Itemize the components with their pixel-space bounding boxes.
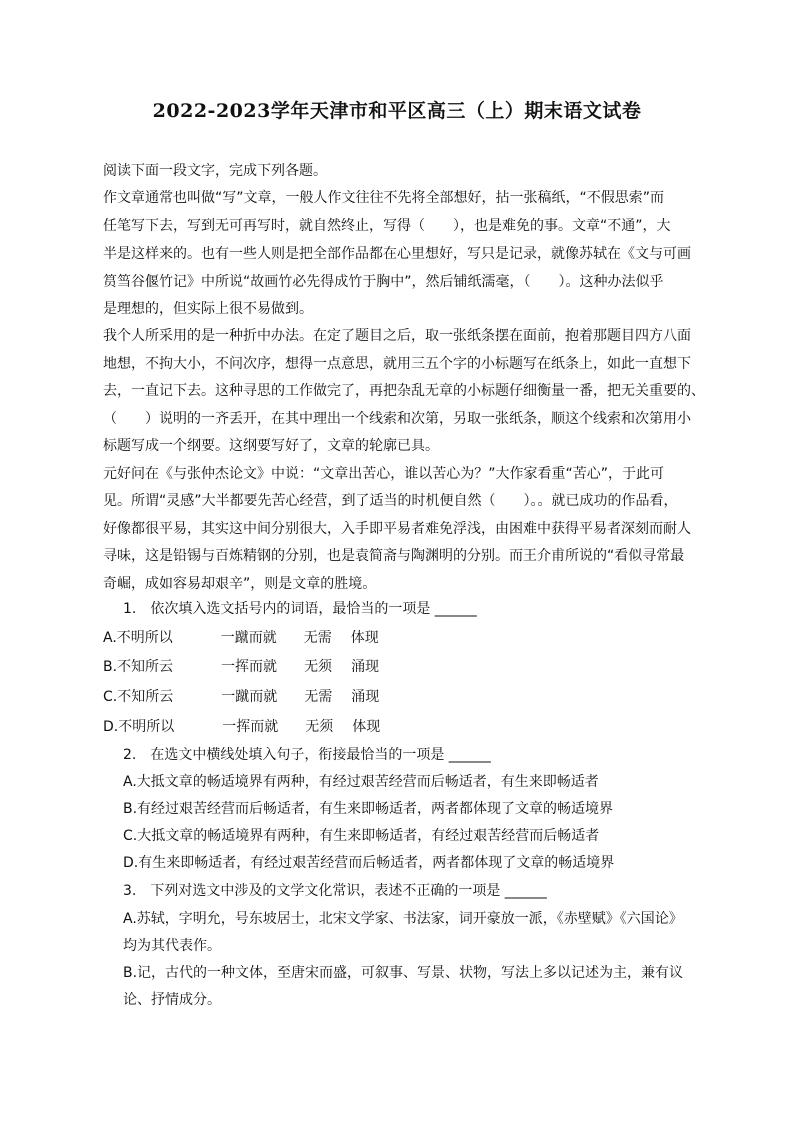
- question-1-option-c: [103, 687, 379, 707]
- question-3-option-a-cont: 均为其代表作。: [123, 938, 221, 954]
- option-cell: 不知所云: [117, 659, 174, 675]
- passage-line: 我个人所采用的是一种折中办法。在定了题目之后，取一张纸条摆在面前，抱着那题目四方八面: [103, 328, 691, 344]
- question-2-option-a: A.大抵文章的畅适境界有两种，有经过艰苦经营而后畅适者，有生来即畅适者: [123, 774, 599, 790]
- option-cell: 体现: [350, 630, 379, 646]
- option-letter: A.: [103, 630, 117, 646]
- option-cell: 涌现: [351, 689, 380, 705]
- option-cell: 无须: [304, 659, 333, 675]
- question-3-option-a: A.苏轼，字明允，号东坡居士，北宋文学家、书法家，词开豪放一派，《赤壁赋》《六国论》: [123, 911, 683, 927]
- question-3-option-b: B.记，古代的一种文体，至唐宋而盛，可叙事、写景、状物，写法上多以记述为主，兼有议: [123, 965, 684, 981]
- passage-line: 是理想的，但实际上很不易做到。: [103, 301, 313, 317]
- option-cell: 无需: [303, 630, 332, 646]
- passage-line: 地想，不拘大小，不问次序，想得一点意思，就用三五个字的小标题写在纸条上，如此一直想下: [103, 356, 691, 372]
- passage-line: 奇崛，成如容易却艰辛”，则是文章的胜境。: [103, 576, 377, 592]
- passage-line: 去，一直记下去。这种寻思的工作做完了，再把杂乱无章的小标题仔细衡量一番，把无关重要的、: [103, 383, 705, 399]
- option-cell: 涌现: [351, 659, 380, 675]
- question-2-stem: 2. 在选文中横线处填入句子，衔接最恰当的一项是 ______: [123, 747, 491, 763]
- option-cell: 不明所以: [118, 719, 175, 735]
- passage-line: 见。所谓“灵感”大半都要先苦心经营，到了适当的时机便自然（ ）。。就已成功的作品看，: [103, 493, 678, 509]
- instruction-text: 阅读下面一段文字，完成下列各题。: [103, 163, 327, 179]
- option-cell: 一蹴而就: [221, 689, 278, 705]
- option-letter: B.: [103, 659, 118, 675]
- option-cell: 体现: [352, 719, 381, 735]
- question-2-option-b: B.有经过艰苦经营而后畅适者，有生来即畅适者，两者都体现了文章的畅适境界: [123, 801, 614, 817]
- option-cell: 不明所以: [116, 630, 173, 646]
- passage-line: 标题写成一个纲要。这纲要写好了，文章的轮廓已具。: [103, 438, 439, 454]
- option-letter: D.: [103, 719, 119, 735]
- question-1-option-b: [103, 657, 379, 677]
- option-cell: 无需: [304, 689, 333, 705]
- passage-line: 作文章通常也叫做“写”文章，一般人作文往往不先将全部想好，拈一张稿纸，“不假思索”而: [103, 190, 665, 206]
- question-2-option-d: D.有生来即畅适者，有经过艰苦经营而后畅适者，两者都体现了文章的畅适境界: [123, 855, 615, 871]
- option-cell: 不知所云: [117, 689, 174, 705]
- option-cell: 一蹴而就: [220, 630, 277, 646]
- option-cell: 无须: [305, 719, 334, 735]
- question-1-option-d: [103, 717, 380, 737]
- option-cell: 一挥而就: [221, 659, 278, 675]
- passage-line: 好像都很平易，其实这中间分别很大，入手即平易者难免浮浅，由困难中获得平易者深刻而耐人: [103, 521, 691, 537]
- question-1-option-a: [103, 628, 379, 648]
- question-3-option-b-cont: 论、抒情成分。: [123, 992, 221, 1008]
- question-1-stem: 1. 依次填入选文括号内的词语，最恰当的一项是 ______: [123, 601, 477, 617]
- page-title: 2022-2023学年天津市和平区高三（上）期末语文试卷: [152, 100, 642, 122]
- option-letter: C.: [103, 689, 118, 705]
- question-2-option-c: C.大抵文章的畅适境界有两种，有生来即畅适者，有经过艰苦经营而后畅适者: [123, 828, 600, 844]
- passage-line: 任笔写下去，写到无可再写时，就自然终止，写得（ ），也是难免的事。文章“不通”，大: [103, 218, 671, 234]
- passage-line: 寻味，这是铅锡与百炼精钢的分别，也是袁简斋与陶渊明的分别。而王介甫所说的“看似寻常最: [103, 548, 685, 564]
- option-cell: 一挥而就: [222, 719, 279, 735]
- passage-line: （ ）说明的一齐丢开，在其中理出一个线索和次第，另取一张纸条，顺这个线索和次第用小: [103, 411, 691, 427]
- question-3-stem: 3. 下列对选文中涉及的文学文化常识，表述不正确的一项是 ______: [123, 883, 547, 899]
- passage-line: 半是这样来的。也有一些人则是把全部作品都在心里想好，写只是记录，就像苏轼在《文与可画: [103, 246, 691, 262]
- passage-line: 筼筜谷偃竹记》中所说“故画竹必先得成竹于胸中”，然后铺纸濡毫，（ ）。这种办法似乎: [103, 274, 664, 290]
- passage-line: 元好问在《与张仲杰论文》中说：“文章出苦心，谁以苦心为？”大作家看重“苦心”，于此可: [103, 466, 665, 482]
